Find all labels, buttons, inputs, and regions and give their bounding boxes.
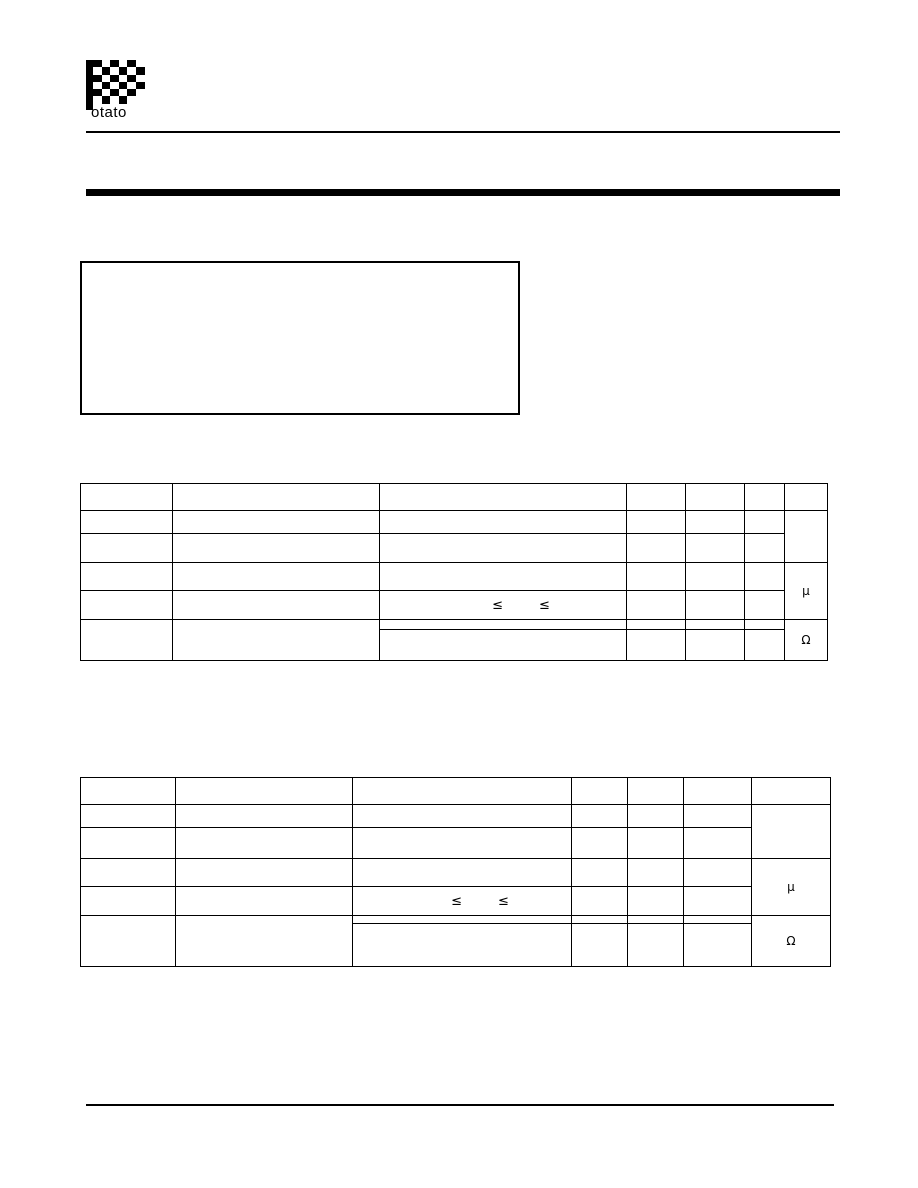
table-cell-typ: [686, 620, 745, 630]
table-cell-parameter: [81, 859, 176, 887]
table-cell-typ: [686, 591, 745, 620]
table-cell-min: [627, 511, 686, 534]
table-row: [81, 805, 831, 828]
table-cell-min: [627, 620, 686, 630]
table-cell-conditions: [353, 924, 572, 967]
table-cell-symbol: [176, 859, 353, 887]
header-rule: [86, 131, 840, 133]
table-cell-typ: [686, 511, 745, 534]
table-cell-parameter: [81, 484, 173, 511]
table-cell-min: [627, 534, 686, 563]
less-equal-symbol: ≤: [498, 893, 509, 909]
table-row: [81, 778, 831, 805]
table-cell-units-micro: μ: [752, 859, 831, 916]
table-cell-max: [745, 591, 785, 620]
table-cell-parameter: [81, 534, 173, 563]
table-cell-conditions: [380, 484, 627, 511]
specification-table-2: [80, 777, 831, 967]
table-cell-typ: [686, 630, 745, 661]
description-box: [80, 261, 520, 415]
table-cell-parameter: [81, 563, 173, 591]
table-row: [81, 511, 828, 534]
table-cell-conditions: [380, 511, 627, 534]
table-cell-conditions: [380, 630, 627, 661]
table-cell-max: [745, 484, 785, 511]
table-cell-min: [572, 916, 628, 924]
table-cell-parameter: [81, 591, 173, 620]
table-cell-min: [627, 630, 686, 661]
table-cell-min: [572, 887, 628, 916]
less-equal-symbol: ≤: [451, 893, 462, 909]
table-cell-min: [572, 828, 628, 859]
table-row: [81, 620, 828, 630]
table-row: [81, 591, 828, 620]
flag-pole: [86, 60, 93, 110]
table-cell-conditions: [380, 620, 627, 630]
table-row: [81, 859, 831, 887]
less-equal-symbol: ≤: [492, 597, 503, 613]
table-cell-conditions: [380, 563, 627, 591]
table-cell-conditions: [380, 534, 627, 563]
table-cell-min: [627, 484, 686, 511]
table-row: [81, 887, 831, 916]
table-row: [81, 916, 831, 924]
table-cell-parameter: [81, 916, 176, 967]
table-cell-parameter: [81, 887, 176, 916]
table-cell-min: [572, 859, 628, 887]
table-cell-typ: [628, 805, 684, 828]
table-cell-min: [572, 805, 628, 828]
table-cell-symbol: [173, 620, 380, 661]
table-cell-conditions: [353, 828, 572, 859]
title-rule: [86, 189, 840, 196]
table-cell-symbol: [176, 916, 353, 967]
table-cell-max: [684, 805, 752, 828]
table-cell-max: [745, 511, 785, 534]
table-cell-symbol: [176, 887, 353, 916]
table-cell-max: [684, 916, 752, 924]
table-cell-typ: [686, 563, 745, 591]
table-cell-min: [572, 778, 628, 805]
table-cell-conditions: [353, 916, 572, 924]
table-cell-units: [785, 511, 828, 563]
table-cell-symbol: [173, 484, 380, 511]
table-cell-symbol: [173, 534, 380, 563]
table-cell-units: [785, 484, 828, 511]
table-cell-min: [627, 591, 686, 620]
table-cell-symbol: [173, 563, 380, 591]
table-cell-conditions: [353, 778, 572, 805]
table-row: [81, 828, 831, 859]
table-cell-conditions: [353, 887, 572, 916]
table-cell-conditions: [353, 805, 572, 828]
less-equal-symbol: ≤: [539, 597, 550, 613]
table-cell-min: [572, 924, 628, 967]
table-cell-typ: [686, 534, 745, 563]
footer-rule: [86, 1104, 834, 1106]
table-cell-symbol: [176, 805, 353, 828]
table-cell-max: [684, 778, 752, 805]
table-cell-parameter: [81, 805, 176, 828]
table-cell-max: [745, 620, 785, 630]
table-cell-symbol: [173, 591, 380, 620]
table-cell-typ: [628, 916, 684, 924]
table-cell-max: [745, 630, 785, 661]
table-cell-units-ohm: Ω: [785, 620, 828, 661]
table-cell-max: [684, 859, 752, 887]
table-cell-units: [752, 778, 831, 805]
table-cell-parameter: [81, 778, 176, 805]
table-cell-typ: [628, 828, 684, 859]
table-row: [81, 534, 828, 563]
logo-wordmark: otato: [91, 104, 127, 121]
table-cell-parameter: [81, 620, 173, 661]
table-cell-max: [684, 828, 752, 859]
table-cell-parameter: [81, 511, 173, 534]
table-cell-units: [752, 805, 831, 859]
table-cell-symbol: [173, 511, 380, 534]
table-cell-parameter: [81, 828, 176, 859]
table-cell-min: [627, 563, 686, 591]
table-cell-typ: [686, 484, 745, 511]
table-cell-max: [684, 924, 752, 967]
table-cell-max: [684, 887, 752, 916]
table-cell-typ: [628, 859, 684, 887]
table-cell-max: [745, 563, 785, 591]
table-cell-symbol: [176, 828, 353, 859]
company-logo: [86, 60, 156, 128]
table-cell-typ: [628, 778, 684, 805]
table-cell-conditions: [380, 591, 627, 620]
checkered-flag-icon: [86, 60, 148, 110]
table-cell-typ: [628, 887, 684, 916]
table-cell-max: [745, 534, 785, 563]
table-cell-symbol: [176, 778, 353, 805]
table-cell-units-micro: μ: [785, 563, 828, 620]
table-cell-typ: [628, 924, 684, 967]
table-cell-conditions: [353, 859, 572, 887]
flag-checks: [93, 60, 145, 104]
table-row: [81, 563, 828, 591]
table-row: [81, 484, 828, 511]
specification-table-1: [80, 483, 828, 661]
table-cell-units-ohm: Ω: [752, 916, 831, 967]
